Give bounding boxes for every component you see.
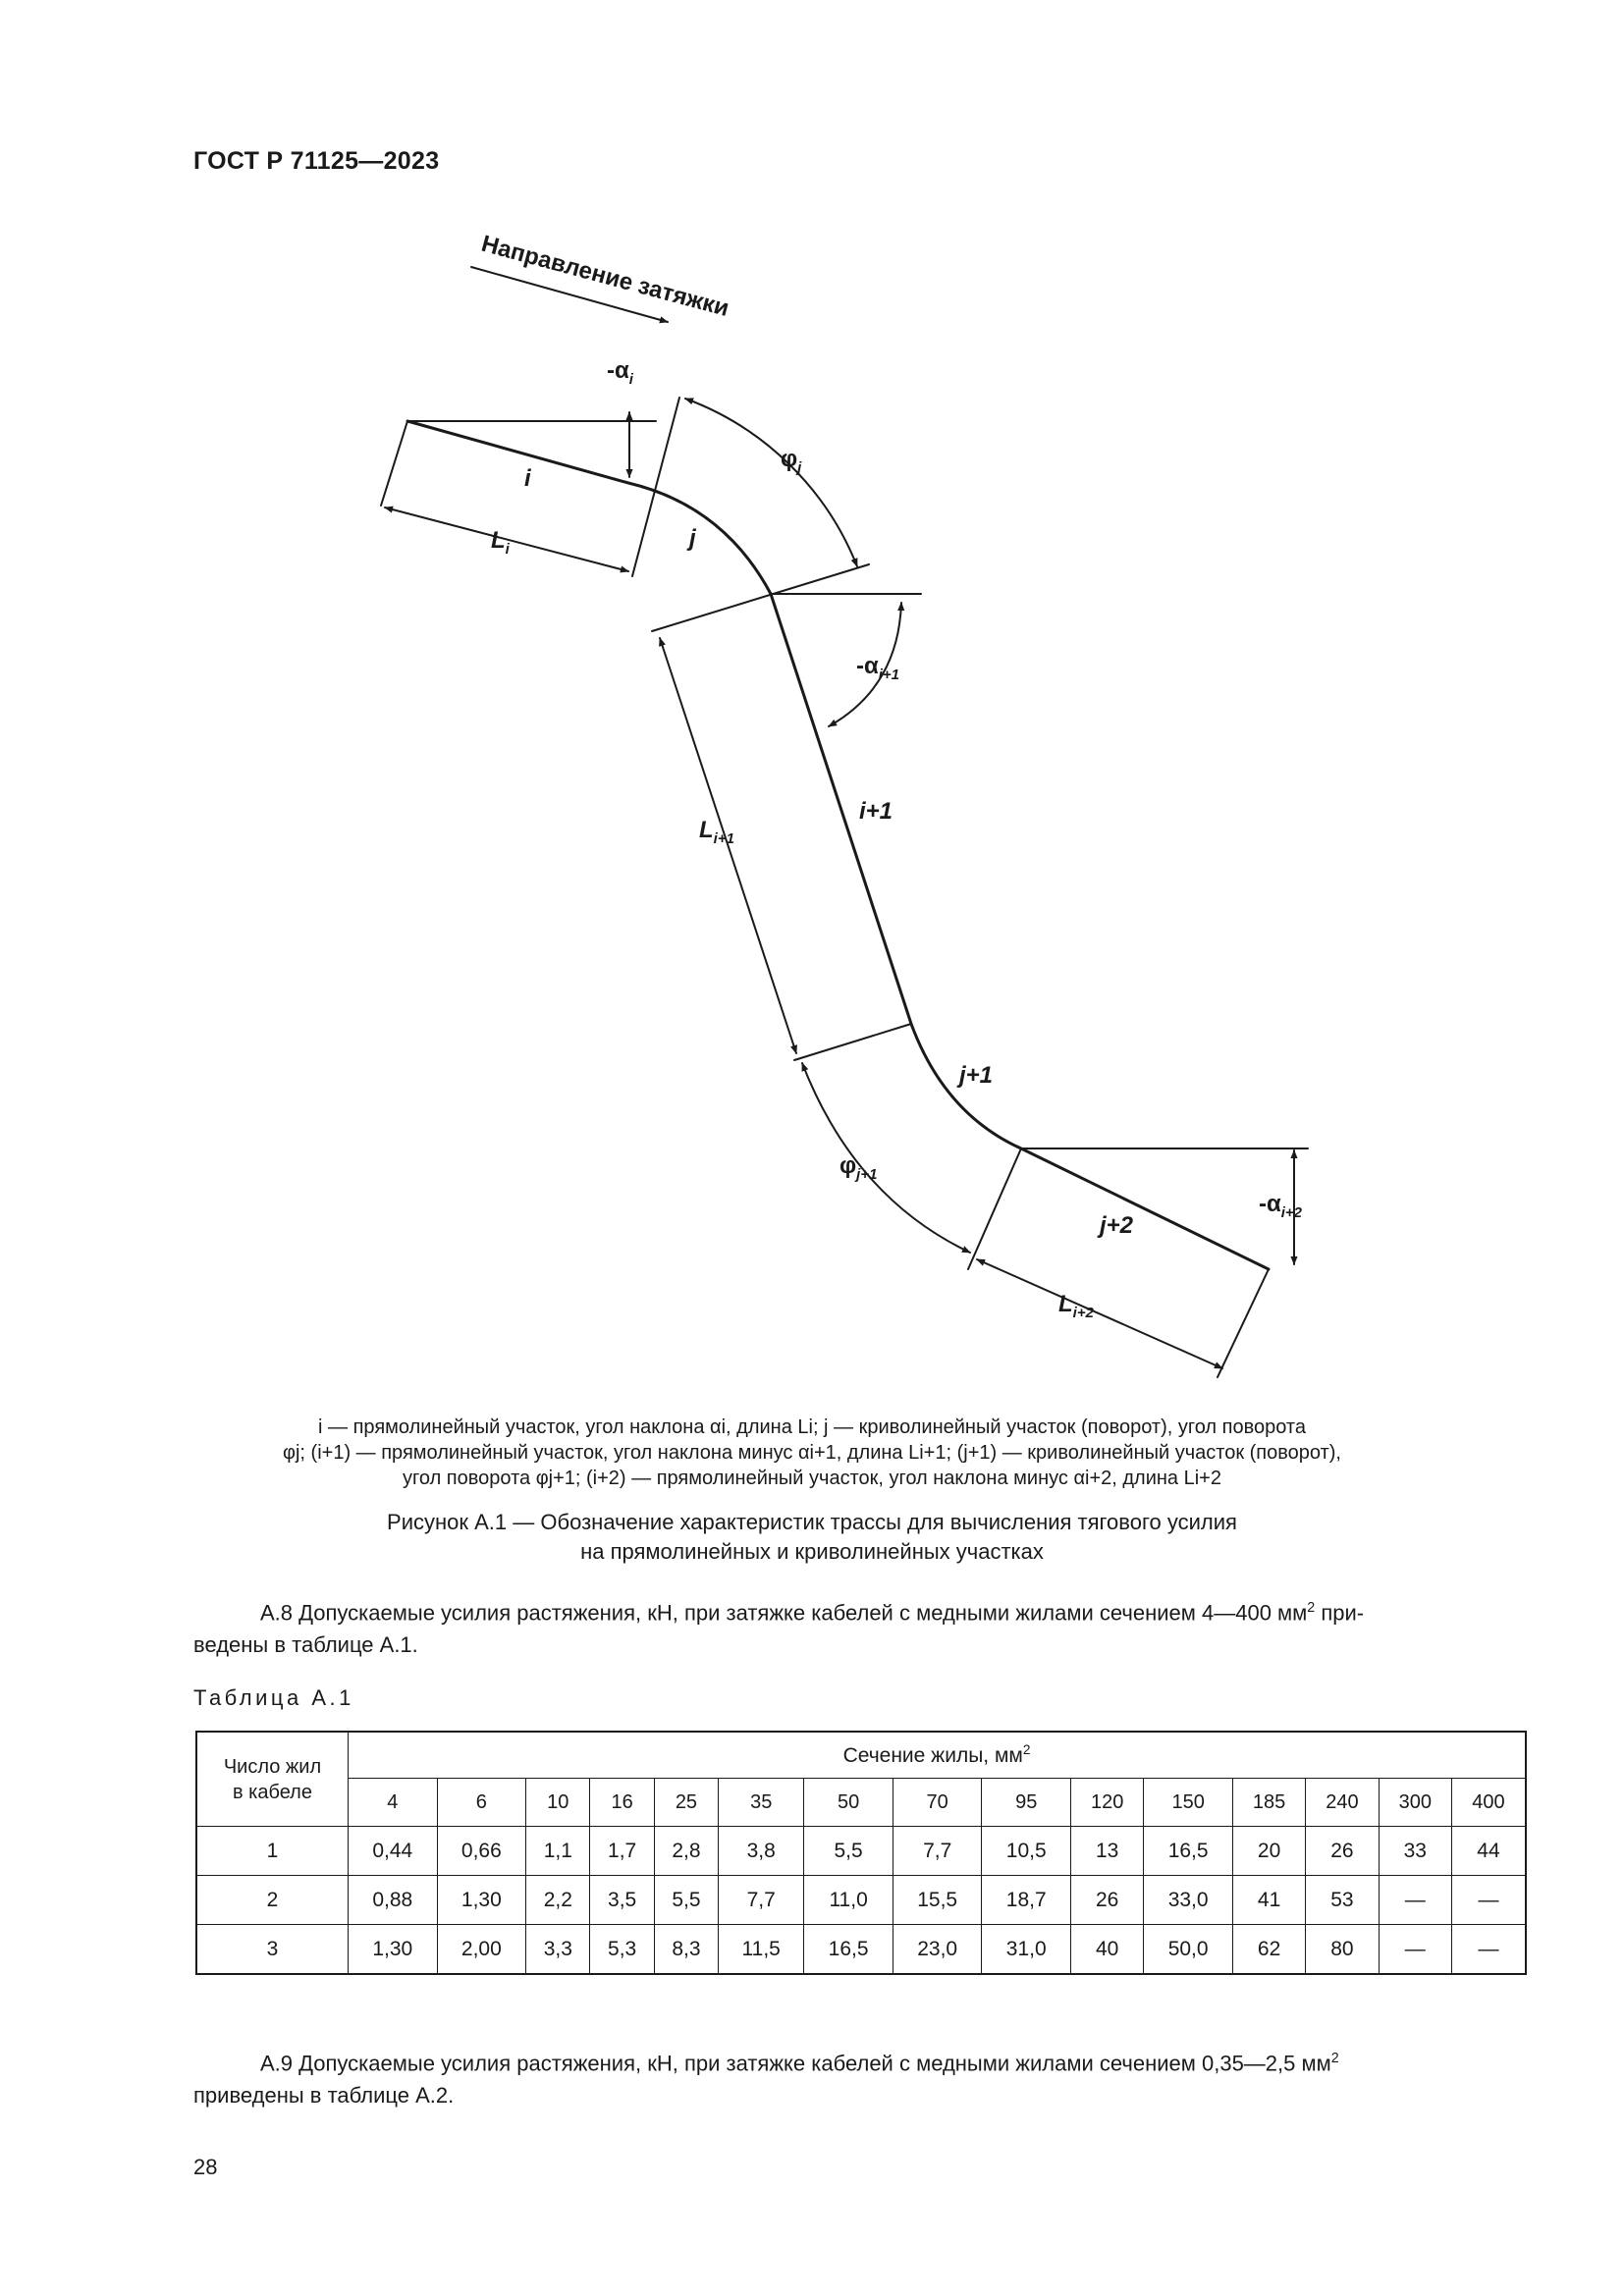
figure-legend (196, 1415, 1428, 1491)
phi-j1-label: $\varphi_{j+1}$ (839, 1152, 878, 1183)
corner-line: в кабеле (233, 1781, 312, 1803)
table-cell: 20 (1232, 1827, 1305, 1876)
row-label: 1 (196, 1827, 349, 1876)
length-L-i1-label: $L_{i+1}$ (699, 817, 734, 847)
length-L-i-label: $L_i$ (491, 527, 510, 558)
section-header (349, 1732, 1527, 1779)
figure-caption (196, 1508, 1428, 1567)
phi-j1-arc (802, 1063, 970, 1253)
paragraph-a9-line2: приведены в таблице А.2. (193, 2083, 455, 2109)
table-cell: 8,3 (654, 1925, 718, 1975)
caption-line: Рисунок А.1 — Обозначение характеристик трассы для вычисления тягового усилия (387, 1510, 1237, 1534)
segment-i-label: i (524, 465, 531, 492)
table-cell: 1,30 (349, 1925, 438, 1975)
segment-j-label: j (689, 525, 696, 552)
dimension-L-i (385, 507, 628, 571)
column-header: 6 (437, 1779, 526, 1827)
cable-route-path (407, 421, 1269, 1269)
table-cell: — (1451, 1876, 1526, 1925)
legend-line: угол поворота φj+1; (i+2) — прямолинейный участок, угол наклона минус αi+2, длина Li+2 (403, 1468, 1221, 1489)
table-cell: 33 (1379, 1827, 1451, 1876)
alpha-i-label: $-\alpha_i$ (607, 357, 633, 388)
column-header: 70 (893, 1779, 982, 1827)
table-cell: — (1379, 1925, 1451, 1975)
paragraph-a8-text-after: при- (1315, 1600, 1365, 1626)
table-cell: 26 (1071, 1876, 1144, 1925)
column-header: 35 (719, 1779, 804, 1827)
column-header: 95 (982, 1779, 1071, 1827)
segment-j2-end-line (1218, 1269, 1269, 1377)
column-header: 50 (804, 1779, 893, 1827)
table-cell: 3,5 (590, 1876, 654, 1925)
column-header: 4 (349, 1779, 438, 1827)
table-cell: 18,7 (982, 1876, 1071, 1925)
section-header-text: Сечение жилы, мм (842, 1744, 1023, 1767)
table-cell: 1,1 (526, 1827, 590, 1876)
column-header: 400 (1451, 1779, 1526, 1827)
segment-j1-end-line (968, 1148, 1021, 1269)
table-cell: — (1451, 1925, 1526, 1975)
paragraph-a8-line2: ведены в таблице А.1. (193, 1632, 418, 1658)
table-cell: 11,5 (719, 1925, 804, 1975)
corner-line: Число жил (223, 1755, 322, 1778)
column-header: 150 (1144, 1779, 1233, 1827)
table-cell: 41 (1232, 1876, 1305, 1925)
table-cell: 2,8 (654, 1827, 718, 1876)
segment-j1-label: j+1 (959, 1062, 994, 1089)
table-cell: 31,0 (982, 1925, 1071, 1975)
segment-i-start-line (381, 421, 407, 506)
table-cell: 50,0 (1144, 1925, 1233, 1975)
table-cell: 3,8 (719, 1827, 804, 1876)
table-cell: 5,5 (654, 1876, 718, 1925)
table-cell: 26 (1306, 1827, 1379, 1876)
table-cell: 11,0 (804, 1876, 893, 1925)
table-cell: 7,7 (893, 1827, 982, 1876)
table-cell: 0,66 (437, 1827, 526, 1876)
column-header: 120 (1071, 1779, 1144, 1827)
table-cell: 2,2 (526, 1876, 590, 1925)
row-label: 2 (196, 1876, 349, 1925)
legend-line: φj; (i+1) — прямолинейный участок, угол наклона минус αi+1, длина Li+1; (j+1) — криволинейный участок (поворот), (283, 1442, 1341, 1464)
length-L-i2-label: $L_{i+2}$ (1058, 1291, 1094, 1321)
alpha-i2-label: $-\alpha_{i+2}$ (1259, 1191, 1303, 1221)
table-cell: 10,5 (982, 1827, 1071, 1876)
table-row (196, 1876, 1526, 1925)
column-header: 25 (654, 1779, 718, 1827)
table-cell: 15,5 (893, 1876, 982, 1925)
table-cell: 7,7 (719, 1876, 804, 1925)
table-cell: 5,3 (590, 1925, 654, 1975)
direction-label: Направление затяжки (478, 230, 732, 323)
paragraph-a8-sup: 2 (1307, 1600, 1316, 1616)
column-header: 16 (590, 1779, 654, 1827)
segment-i1-label: i+1 (859, 798, 893, 825)
paragraph-a9-sup: 2 (1330, 2051, 1339, 2066)
table-cell: — (1379, 1876, 1451, 1925)
table-cell: 3,3 (526, 1925, 590, 1975)
table-cell: 80 (1306, 1925, 1379, 1975)
paragraph-a8 (193, 1592, 1529, 1661)
table-cell: 2,00 (437, 1925, 526, 1975)
document-header: ГОСТ Р 71125—2023 (193, 147, 440, 175)
paragraph-a9 (193, 2043, 1529, 2111)
table-cell: 33,0 (1144, 1876, 1233, 1925)
table-cell: 0,88 (349, 1876, 438, 1925)
legend-line: i — прямолинейный участок, угол наклона αi, длина Li; j — криволинейный участок (поворот), угол поворота (318, 1416, 1306, 1438)
table-cell: 16,5 (1144, 1827, 1233, 1876)
table-cell: 13 (1071, 1827, 1144, 1876)
table-cell: 16,5 (804, 1925, 893, 1975)
table-row (196, 1827, 1526, 1876)
column-header-row (196, 1779, 1526, 1827)
table-cell: 44 (1451, 1827, 1526, 1876)
page-number: 28 (193, 2155, 218, 2179)
section-header-sup: 2 (1022, 1742, 1031, 1757)
alpha-i1-label: $-\alpha_{i+1}$ (856, 653, 900, 683)
phi-j-arc (685, 399, 857, 566)
corner-header (196, 1732, 349, 1827)
table-cell: 40 (1071, 1925, 1144, 1975)
table-cell: 23,0 (893, 1925, 982, 1975)
column-header: 185 (1232, 1779, 1305, 1827)
column-header: 240 (1306, 1779, 1379, 1827)
paragraph-a8-text: А.8 Допускаемые усилия растяжения, кН, при затяжке кабелей с медными жилами сечением 4—400 мм (260, 1600, 1308, 1626)
phi-j-label: $\varphi_j$ (781, 446, 802, 476)
segment-i1-end-line (794, 1024, 911, 1060)
table-cell: 0,44 (349, 1827, 438, 1876)
table-cell: 1,7 (590, 1827, 654, 1876)
segment-j2-label: j+2 (1100, 1212, 1134, 1239)
column-header: 300 (1379, 1779, 1451, 1827)
table-label: Таблица А.1 (193, 1685, 354, 1710)
row-label: 3 (196, 1925, 349, 1975)
table-cell: 1,30 (437, 1876, 526, 1925)
table-row (196, 1925, 1526, 1975)
table-cell: 53 (1306, 1876, 1379, 1925)
table-cell: 5,5 (804, 1827, 893, 1876)
column-header: 10 (526, 1779, 590, 1827)
table-a1 (195, 1731, 1527, 1975)
paragraph-a9-text: А.9 Допускаемые усилия растяжения, кН, при затяжке кабелей с медными жилами сечением 0,35—2,5 мм (260, 2051, 1331, 2076)
table-cell: 62 (1232, 1925, 1305, 1975)
dimension-L-i2 (977, 1259, 1222, 1368)
caption-line: на прямолинейных и криволинейных участках (580, 1539, 1044, 1564)
